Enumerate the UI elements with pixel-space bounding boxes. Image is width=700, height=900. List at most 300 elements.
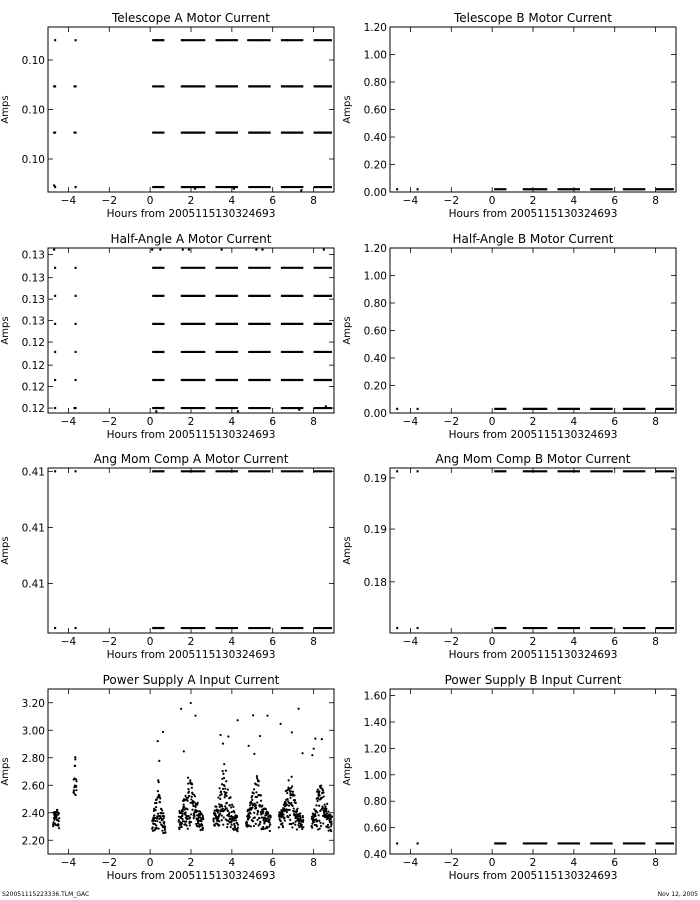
data-point [323, 248, 325, 250]
y-tick-label: 0.40 [363, 849, 387, 861]
x-tick-label: −2 [101, 195, 118, 207]
plot-frame [48, 468, 334, 633]
data-point [153, 814, 155, 816]
data-point [237, 824, 239, 826]
data-point [58, 817, 60, 819]
data-point [223, 763, 225, 765]
data-point [57, 824, 59, 826]
data-point [186, 800, 188, 802]
data-point [255, 807, 257, 809]
data-point [313, 821, 315, 823]
data-point [222, 824, 224, 826]
data-point [247, 818, 249, 820]
data-point [221, 815, 223, 817]
data-point [291, 826, 293, 828]
x-tick-label: 2 [187, 416, 195, 428]
data-point [231, 811, 233, 813]
data-point [58, 820, 60, 822]
x-axis-label: Hours from 2005115130324693 [448, 649, 618, 661]
data-points [53, 248, 332, 412]
y-tick-label: 0.13 [21, 272, 45, 285]
data-point [157, 790, 159, 792]
data-point [264, 827, 266, 829]
x-axis-label: Hours from 2005115130324693 [106, 208, 276, 220]
data-point [182, 812, 184, 814]
x-tick-label: 0 [488, 636, 496, 648]
data-point [293, 811, 295, 813]
data-point [266, 715, 268, 717]
x-tick-label: 6 [269, 636, 277, 648]
x-tick-label: −4 [60, 416, 77, 428]
data-point [302, 819, 304, 821]
data-point [327, 810, 329, 812]
data-point [289, 814, 291, 816]
y-tick-label: 1.20 [363, 743, 387, 756]
data-point [249, 804, 251, 806]
data-point [235, 819, 237, 821]
data-point [152, 826, 154, 828]
data-point [219, 734, 221, 736]
x-tick-label: 8 [652, 195, 659, 207]
data-point [187, 828, 189, 830]
x-axis-label: Hours from 2005115130324693 [448, 208, 618, 220]
chart-panel-1 [0, 11, 334, 220]
data-point [328, 826, 330, 828]
data-point [286, 798, 288, 800]
data-point [217, 796, 219, 798]
x-axis-label: Hours from 2005115130324693 [106, 429, 276, 441]
x-tick-label: 8 [310, 636, 317, 648]
data-point [180, 708, 182, 710]
y-tick-label: 0.20 [363, 380, 387, 393]
data-point [270, 816, 272, 818]
data-point [268, 826, 270, 828]
data-point [213, 817, 215, 819]
y-axis-label: Amps [342, 95, 353, 124]
data-point [76, 780, 78, 782]
data-point [313, 748, 315, 750]
data-point [316, 800, 318, 802]
data-point [252, 714, 254, 716]
data-point [161, 39, 163, 41]
data-point [74, 765, 76, 767]
data-point [296, 828, 298, 830]
y-tick-label: 0.12 [21, 381, 45, 394]
data-point [299, 812, 301, 814]
chart-title: Power Supply A Input Current [102, 673, 280, 687]
data-point [268, 821, 270, 823]
data-point [220, 793, 222, 795]
data-point [282, 826, 284, 828]
data-point [55, 816, 57, 818]
data-point [194, 795, 196, 797]
data-point [227, 823, 229, 825]
y-tick-label: 3.00 [21, 725, 45, 738]
data-point [217, 811, 219, 813]
data-point [316, 820, 318, 822]
data-point [301, 824, 303, 826]
data-point [293, 794, 295, 796]
y-tick-label: 0.12 [21, 360, 45, 373]
data-point [286, 803, 288, 805]
data-point [292, 791, 294, 793]
data-point [192, 803, 194, 805]
data-point [227, 788, 229, 790]
x-tick-label: 0 [488, 857, 496, 869]
x-tick-label: −2 [443, 416, 460, 428]
data-point [155, 809, 157, 811]
data-point [220, 248, 222, 250]
data-point [197, 818, 199, 820]
data-point [330, 820, 332, 822]
data-point [230, 806, 232, 808]
x-tick-label: 6 [611, 416, 619, 428]
data-point [155, 806, 157, 808]
data-point [232, 806, 234, 808]
x-tick-label: 6 [269, 857, 277, 869]
data-point [226, 807, 228, 809]
y-tick-label: 0.00 [363, 408, 387, 420]
data-point [252, 820, 254, 822]
x-tick-label: −2 [443, 857, 460, 869]
data-point [331, 823, 333, 825]
data-point [291, 785, 293, 787]
data-point [281, 822, 283, 824]
data-point [314, 813, 316, 815]
data-point [288, 788, 290, 790]
x-axis-label: Hours from 2005115130324693 [448, 429, 618, 441]
data-point [297, 824, 299, 826]
y-tick-label: 0.13 [21, 294, 45, 307]
x-tick-label: −4 [60, 636, 77, 648]
data-point [326, 803, 328, 805]
plot-frame [48, 248, 334, 413]
data-point [213, 820, 215, 822]
data-point [262, 812, 264, 814]
y-tick-label: 0.41 [21, 578, 45, 591]
data-point [157, 813, 159, 815]
data-point [157, 740, 159, 742]
x-tick-label: −4 [60, 857, 77, 869]
data-point [295, 802, 297, 804]
data-point [300, 189, 302, 191]
data-point [182, 39, 184, 41]
data-point [320, 825, 322, 827]
data-point [226, 802, 228, 804]
data-point [157, 828, 159, 830]
data-point [161, 830, 163, 832]
y-tick-label: 0.41 [21, 522, 45, 535]
data-point [158, 794, 160, 796]
data-point [253, 812, 255, 814]
chart-title: Telescope B Motor Current [453, 11, 613, 25]
data-point [219, 798, 221, 800]
x-tick-label: 4 [228, 195, 236, 207]
x-tick-label: −2 [101, 416, 118, 428]
data-point [194, 715, 196, 717]
x-tick-label: 4 [228, 857, 236, 869]
data-point [249, 812, 251, 814]
data-point [190, 702, 192, 704]
data-point [225, 792, 227, 794]
data-point [292, 805, 294, 807]
data-point [225, 780, 227, 782]
data-point [75, 785, 77, 787]
data-point [318, 790, 320, 792]
data-points [54, 471, 332, 628]
data-point [228, 812, 230, 814]
data-point [257, 39, 259, 41]
data-point [329, 814, 331, 816]
data-point [248, 745, 250, 747]
data-point [229, 804, 231, 806]
data-point [260, 794, 262, 796]
data-point [162, 731, 164, 733]
data-point [253, 792, 255, 794]
x-tick-label: 0 [146, 195, 154, 207]
chart-title: Power Supply B Input Current [444, 673, 622, 687]
data-point [247, 39, 249, 41]
data-point [258, 817, 260, 819]
data-point [182, 820, 184, 822]
plot-frame [48, 27, 334, 192]
data-point [227, 810, 229, 812]
data-point [191, 796, 193, 798]
y-tick-label: 0.10 [21, 55, 45, 67]
data-point [161, 809, 163, 811]
data-point [178, 819, 180, 821]
y-tick-label: 0.80 [363, 77, 387, 89]
data-point [265, 808, 267, 810]
data-point [298, 820, 300, 822]
y-tick-label: 1.60 [363, 690, 387, 703]
data-point [189, 779, 191, 781]
data-point [227, 735, 229, 737]
chart-title: Ang Mom Comp A Motor Current [93, 452, 289, 466]
data-point [325, 808, 327, 810]
data-point [223, 785, 225, 787]
data-point [288, 802, 290, 804]
data-point [254, 816, 256, 818]
data-point [183, 750, 185, 752]
data-point [202, 815, 204, 817]
chart-panel-5 [0, 452, 334, 661]
data-point [181, 814, 183, 816]
data-point [73, 789, 75, 791]
data-point [286, 39, 288, 41]
data-point [154, 820, 156, 822]
data-point [289, 819, 291, 821]
data-point [237, 719, 239, 721]
x-tick-label: 2 [187, 857, 195, 869]
data-point [256, 813, 258, 815]
data-point [223, 777, 225, 779]
data-point [292, 822, 294, 824]
data-point [155, 802, 157, 804]
x-tick-label: 4 [570, 857, 578, 869]
y-tick-label: 0.13 [21, 315, 45, 328]
data-point [74, 794, 76, 796]
y-tick-label: 0.80 [363, 298, 387, 310]
data-point [224, 788, 226, 790]
data-point [322, 822, 324, 824]
data-point [73, 407, 75, 409]
data-point [300, 817, 302, 819]
data-point [163, 815, 165, 817]
data-point [181, 818, 183, 820]
data-point [288, 809, 290, 811]
chart-panel-7 [0, 673, 334, 882]
x-tick-label: 0 [146, 857, 154, 869]
data-point [330, 825, 332, 827]
data-point [158, 781, 160, 783]
data-point [324, 804, 326, 806]
data-point [290, 823, 292, 825]
data-point [323, 795, 325, 797]
data-point [200, 820, 202, 822]
y-tick-label: 0.10 [21, 104, 45, 117]
data-point [182, 810, 184, 812]
data-point [301, 828, 303, 830]
data-point [229, 796, 231, 798]
y-tick-label: 0.60 [363, 325, 387, 338]
y-tick-label: 0.60 [363, 104, 387, 117]
data-point [191, 787, 193, 789]
data-point [330, 818, 332, 820]
chart-title: Telescope A Motor Current [112, 11, 270, 25]
data-point [302, 816, 304, 818]
data-point [196, 825, 198, 827]
data-point [294, 824, 296, 826]
data-point [319, 828, 321, 830]
x-tick-label: 2 [187, 195, 195, 207]
data-point [281, 811, 283, 813]
data-point [185, 821, 187, 823]
y-tick-label: 0.19 [363, 472, 387, 485]
y-axis-label: Amps [0, 757, 11, 786]
chart-panel-3 [0, 232, 334, 441]
plot-frame [390, 27, 676, 192]
data-point [286, 811, 288, 813]
data-point [321, 738, 323, 740]
plot-frame [390, 468, 676, 633]
x-tick-label: 2 [529, 636, 537, 648]
data-point [182, 248, 184, 250]
data-point [190, 821, 192, 823]
data-point [162, 812, 164, 814]
data-point [197, 802, 199, 804]
data-point [164, 829, 166, 831]
x-tick-label: 2 [529, 416, 537, 428]
data-point [218, 824, 220, 826]
x-tick-label: −4 [402, 636, 419, 648]
data-point [159, 797, 161, 799]
x-tick-label: 0 [146, 416, 154, 428]
y-tick-label: 0.10 [21, 154, 45, 166]
x-tick-label: 0 [146, 636, 154, 648]
y-tick-label: 1.20 [363, 243, 387, 255]
data-point [298, 708, 300, 710]
data-point [236, 830, 238, 832]
data-point [251, 799, 253, 801]
data-point [218, 820, 220, 822]
data-point [163, 817, 165, 819]
data-point [187, 777, 189, 779]
x-tick-label: 0 [488, 416, 496, 428]
data-point [318, 805, 320, 807]
data-point [73, 131, 75, 133]
data-point [289, 797, 291, 799]
data-point [199, 816, 201, 818]
data-point [58, 812, 60, 814]
data-point [186, 817, 188, 819]
data-point [311, 754, 313, 756]
data-point [184, 795, 186, 797]
data-point [195, 806, 197, 808]
data-point [194, 188, 196, 190]
data-points [396, 471, 674, 628]
data-point [75, 789, 77, 791]
data-point [222, 770, 224, 772]
data-point [221, 819, 223, 821]
x-tick-label: −4 [60, 195, 77, 207]
data-point [331, 816, 333, 818]
y-tick-label: 0.20 [363, 159, 387, 172]
data-point [317, 788, 319, 790]
data-point [249, 816, 251, 818]
data-point [183, 806, 185, 808]
data-point [259, 735, 261, 737]
data-point [296, 810, 298, 812]
y-tick-label: 0.19 [363, 524, 387, 537]
chart-panel-4 [342, 232, 676, 441]
data-point [202, 829, 204, 831]
data-point [315, 804, 317, 806]
data-point [259, 821, 261, 823]
data-point [155, 410, 157, 412]
x-tick-label: 8 [310, 857, 317, 869]
data-point [52, 825, 54, 827]
y-tick-label: 0.12 [21, 337, 45, 350]
y-tick-label: 1.00 [363, 769, 387, 782]
chart-panel-6 [342, 452, 676, 661]
x-tick-label: 2 [529, 857, 537, 869]
x-tick-label: 4 [228, 636, 236, 648]
data-point [282, 813, 284, 815]
x-tick-label: 6 [611, 636, 619, 648]
data-point [187, 783, 189, 785]
y-axis-label: Amps [0, 316, 11, 345]
data-point [56, 809, 58, 811]
y-axis-label: Amps [342, 316, 353, 345]
data-point [328, 830, 330, 832]
data-point [193, 817, 195, 819]
data-point [222, 808, 224, 810]
data-point [325, 806, 327, 808]
data-point [330, 830, 332, 832]
x-tick-label: −2 [443, 195, 460, 207]
x-axis-label: Hours from 2005115130324693 [106, 870, 276, 882]
data-point [290, 790, 292, 792]
x-tick-label: 8 [310, 416, 317, 428]
y-tick-label: 1.00 [363, 49, 387, 62]
data-point [233, 811, 235, 813]
data-point [225, 795, 227, 797]
data-point [219, 813, 221, 815]
data-point [257, 784, 259, 786]
data-point [237, 410, 239, 412]
data-point [159, 801, 161, 803]
